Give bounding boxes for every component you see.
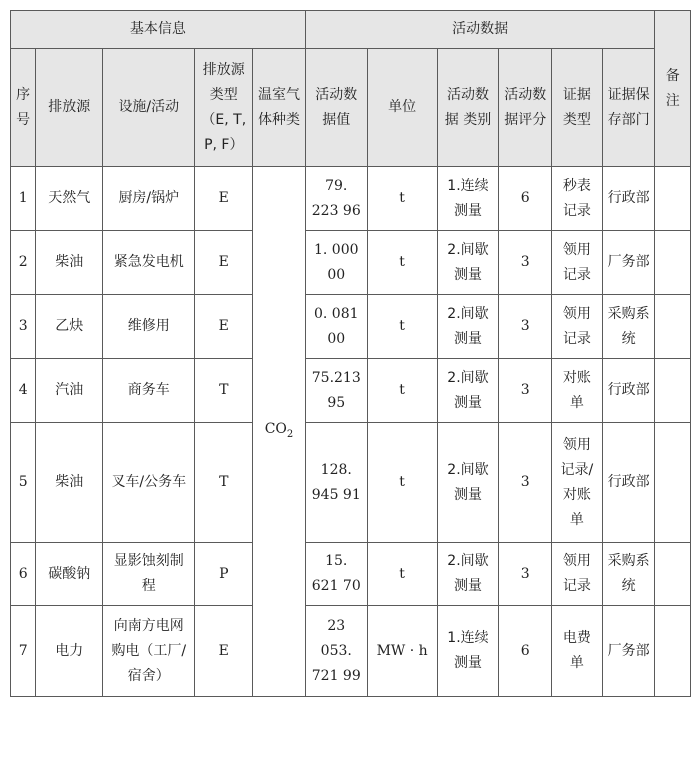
row-unit: t bbox=[367, 231, 437, 295]
table-row bbox=[11, 543, 691, 606]
row-source: 汽油 bbox=[36, 359, 103, 423]
row-score: 3 bbox=[499, 543, 552, 606]
row-dept: 行政部 bbox=[602, 167, 655, 231]
row-unit: t bbox=[367, 543, 437, 606]
col-remark-header: 备注 bbox=[655, 11, 691, 167]
row-source: 碳酸钠 bbox=[36, 543, 103, 606]
row-score: 6 bbox=[499, 167, 552, 231]
col-value-header: 活动数据值 bbox=[305, 49, 367, 167]
row-facility: 紧急发电机 bbox=[103, 231, 195, 295]
row-seq: 2 bbox=[11, 231, 36, 295]
row-unit: t bbox=[367, 295, 437, 359]
row-remark bbox=[655, 359, 691, 423]
col-gas-header: 温室气体种类 bbox=[253, 49, 306, 167]
row-remark bbox=[655, 167, 691, 231]
row-score: 6 bbox=[499, 606, 552, 697]
row-value: 0. 081 00 bbox=[305, 295, 367, 359]
row-value: 15. 621 70 bbox=[305, 543, 367, 606]
row-remark bbox=[655, 543, 691, 606]
row-category: 2.间歇测量 bbox=[437, 543, 499, 606]
col-score-header: 活动数据评分 bbox=[499, 49, 552, 167]
col-seq-header: 序号 bbox=[11, 49, 36, 167]
row-evidence: 领用记录 bbox=[552, 295, 603, 359]
row-score: 3 bbox=[499, 295, 552, 359]
row-value: 75.213 95 bbox=[305, 359, 367, 423]
row-evidence: 对账单 bbox=[552, 359, 603, 423]
gas-cell bbox=[253, 167, 306, 697]
row-dept: 厂务部 bbox=[602, 231, 655, 295]
row-seq: 7 bbox=[11, 606, 36, 697]
row-source: 天然气 bbox=[36, 167, 103, 231]
row-type: E bbox=[195, 231, 253, 295]
row-type: T bbox=[195, 359, 253, 423]
row-seq: 4 bbox=[11, 359, 36, 423]
table-row bbox=[11, 423, 691, 543]
row-type: T bbox=[195, 423, 253, 543]
col-category-header: 活动数据 类别 bbox=[437, 49, 499, 167]
table-row bbox=[11, 167, 691, 231]
row-dept: 厂务部 bbox=[602, 606, 655, 697]
row-value: 23 053. 721 99 bbox=[305, 606, 367, 697]
row-score: 3 bbox=[499, 423, 552, 543]
row-facility: 商务车 bbox=[103, 359, 195, 423]
row-category: 2.间歇测量 bbox=[437, 423, 499, 543]
row-unit: t bbox=[367, 167, 437, 231]
row-remark bbox=[655, 606, 691, 697]
row-seq: 5 bbox=[11, 423, 36, 543]
row-dept: 行政部 bbox=[602, 359, 655, 423]
emission-activity-table bbox=[10, 10, 691, 697]
table-row bbox=[11, 606, 691, 697]
row-value: 128. 945 91 bbox=[305, 423, 367, 543]
row-evidence: 秒表记录 bbox=[552, 167, 603, 231]
row-category: 1.连续测量 bbox=[437, 167, 499, 231]
gas-formula: CO bbox=[264, 420, 287, 437]
col-evidence-header: 证据类型 bbox=[552, 49, 603, 167]
row-evidence: 领用记录 bbox=[552, 543, 603, 606]
header-column-row bbox=[11, 49, 691, 167]
table-row bbox=[11, 295, 691, 359]
group-activity-data: 活动数据 bbox=[305, 11, 655, 49]
group-basic-info: 基本信息 bbox=[11, 11, 306, 49]
row-seq: 3 bbox=[11, 295, 36, 359]
row-evidence: 电费单 bbox=[552, 606, 603, 697]
table-row bbox=[11, 231, 691, 295]
row-dept: 采购系统 bbox=[602, 295, 655, 359]
row-remark bbox=[655, 423, 691, 543]
row-type: E bbox=[195, 167, 253, 231]
gas-subscript: 2 bbox=[286, 428, 294, 440]
row-type: E bbox=[195, 295, 253, 359]
row-source: 乙炔 bbox=[36, 295, 103, 359]
row-evidence: 领用记录 bbox=[552, 231, 603, 295]
row-category: 2.间歇测量 bbox=[437, 295, 499, 359]
col-source-header: 排放源 bbox=[36, 49, 103, 167]
row-seq: 6 bbox=[11, 543, 36, 606]
col-unit-header: 单位 bbox=[367, 49, 437, 167]
col-source-type-header: 排放源类型（E, T, P, F） bbox=[195, 49, 253, 167]
row-source: 柴油 bbox=[36, 423, 103, 543]
row-facility: 厨房/锅炉 bbox=[103, 167, 195, 231]
row-source: 电力 bbox=[36, 606, 103, 697]
row-dept: 行政部 bbox=[602, 423, 655, 543]
col-dept-header: 证据保 存部门 bbox=[602, 49, 655, 167]
row-facility: 向南方电网购电（工厂/宿舍） bbox=[103, 606, 195, 697]
row-category: 2.间歇测量 bbox=[437, 231, 499, 295]
row-type: E bbox=[195, 606, 253, 697]
row-unit: MW · h bbox=[367, 606, 437, 697]
row-facility: 维修用 bbox=[103, 295, 195, 359]
row-type: P bbox=[195, 543, 253, 606]
row-facility: 显影蚀刻制程 bbox=[103, 543, 195, 606]
row-seq: 1 bbox=[11, 167, 36, 231]
row-score: 3 bbox=[499, 231, 552, 295]
header-group-row bbox=[11, 11, 691, 49]
row-value: 79. 223 96 bbox=[305, 167, 367, 231]
row-category: 1.连续测量 bbox=[437, 606, 499, 697]
row-facility: 叉车/公务车 bbox=[103, 423, 195, 543]
row-value: 1. 000 00 bbox=[305, 231, 367, 295]
row-category: 2.间歇测量 bbox=[437, 359, 499, 423]
row-unit: t bbox=[367, 423, 437, 543]
row-remark bbox=[655, 295, 691, 359]
col-facility-header: 设施/活动 bbox=[103, 49, 195, 167]
table-row bbox=[11, 359, 691, 423]
row-score: 3 bbox=[499, 359, 552, 423]
row-evidence: 领用记录/对账单 bbox=[552, 423, 603, 543]
row-remark bbox=[655, 231, 691, 295]
row-source: 柴油 bbox=[36, 231, 103, 295]
row-dept: 采购系统 bbox=[602, 543, 655, 606]
row-unit: t bbox=[367, 359, 437, 423]
